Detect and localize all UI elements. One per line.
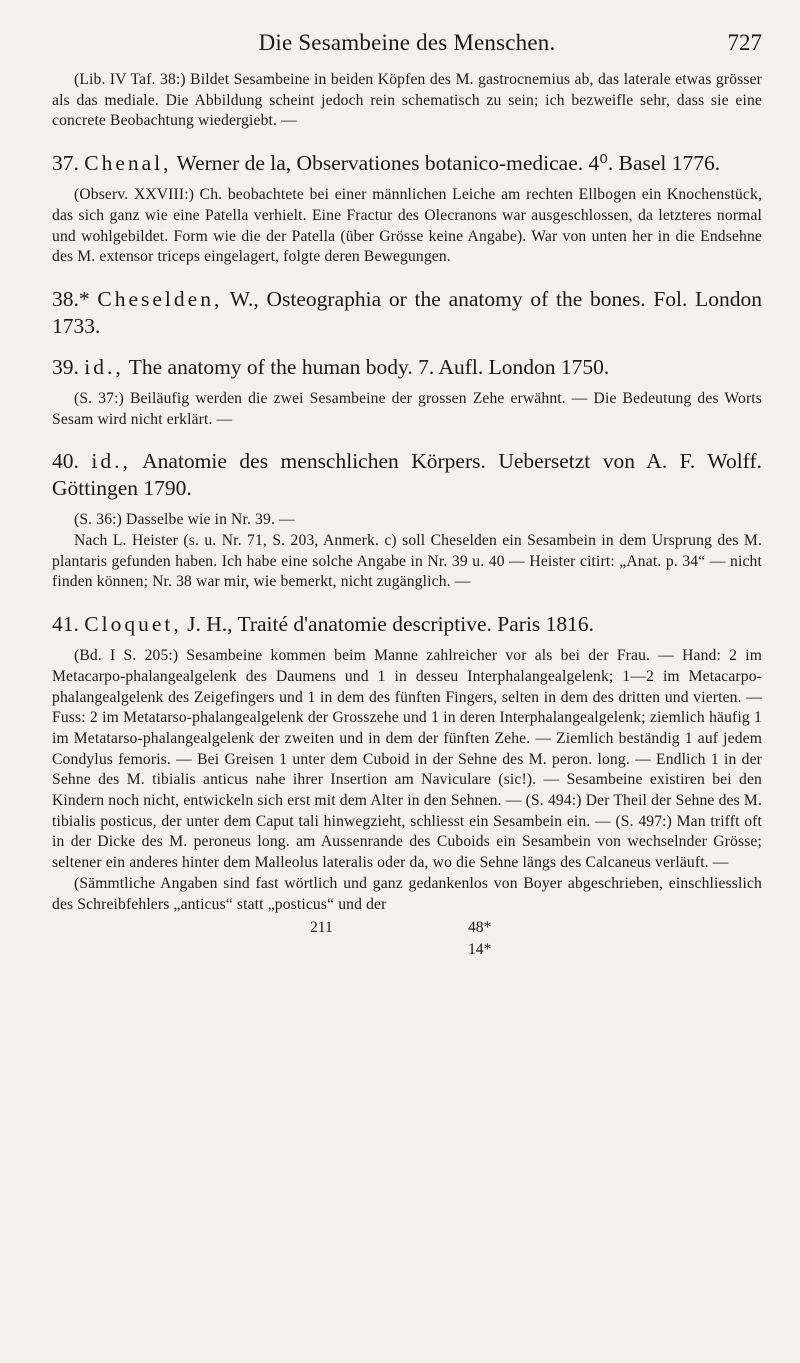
entry-author: Cheselden,	[97, 286, 223, 311]
bibliography-entry-38	[52, 286, 762, 340]
entry-number: 38.*	[52, 286, 90, 311]
entry-citation: The anatomy of the human body. 7. Aufl. London 1750.	[123, 354, 610, 379]
paragraph-s36: (S. 36:) Dasselbe wie in Nr. 39. —	[74, 511, 295, 529]
signature-mark-right: 48*	[468, 919, 492, 937]
bibliography-entry-41	[52, 611, 762, 638]
bibliography-entry-39	[52, 354, 762, 381]
entry-number: 41.	[52, 612, 79, 637]
entry-number: 39.	[52, 354, 79, 379]
paragraph-s37: (S. 37:) Beiläufig werden die zwei Sesambeine der grossen Zehe erwähnt. — Die Bedeutung des Worts Sesam wird nicht erklärt. —	[52, 389, 762, 428]
entry-author: Chenal,	[84, 151, 172, 176]
signature-mark-right-2: 14*	[468, 941, 492, 959]
entry-author: id.,	[91, 449, 131, 474]
entry-number: 40.	[52, 449, 79, 474]
entry-author: id.,	[84, 354, 124, 379]
entry-number: 37.	[52, 151, 79, 176]
signature-footer	[52, 919, 762, 967]
running-head	[52, 30, 762, 64]
entry-citation: W., Osteographia or the anatomy of the bones. Fol. London 1733.	[52, 286, 763, 338]
entry-citation: Anatomie des menschlichen Körpers. Uebersetzt von A. F. Wolff. Göttingen 1790.	[52, 449, 762, 501]
page-number: 727	[727, 30, 762, 55]
entry-citation: J. H., Traité d'anatomie descriptive. Paris 1816.	[181, 612, 595, 637]
page	[52, 30, 762, 967]
paragraph-observ-xxviii: (Observ. XXVIII:) Ch. beobachtete bei einer männlichen Leiche am rechten Ellbogen ein Knochenstück, das sich ganz wie eine Patella verhielt. Eine Fractur des Olecranons war ausgeschlossen, da letzteres normal und wohlgebildet. Form wie die der Patella (über Grösse keine Angabe). War von unten her in die Endsehne des M. extensor triceps eingelagert, folgte deren Bewegungen.	[52, 186, 762, 266]
entry-citation: Werner de la, Observationes botanico-medicae. 4⁰. Basel 1776.	[171, 151, 721, 176]
paragraph-bd-i: (Bd. I S. 205:) Sesambeine kommen beim Manne zahlreicher vor als bei der Frau. — Hand: 2 im Metacarpo-phalangealgelenk des Daumens und 1 in desseu Interphalangealgelenk; 1—2 im Metacarpo-phalangealgelenk des Zeigefingers und 1 in dem des fünften Fingers, selten in dem des dritten und vierten. — Fuss: 2 im Metatarso-phalangealgelenk der Grosszehe und 1 in deren Interphalangealgelenk; ziemlich häufig 1 im Metatarso-phalangealgelenk der zweiten und in dem der fünften Zehe. — Ziemlich beständig 1 auf jedem Condylus femoris. — Bei Greisen 1 unter dem Cuboid in der Sehne des M. peron. long. — Endlich 1 in der Sehne des M. tibialis anticus nahe ihrer Insertion am Naviculare (sic!). — Sesambeine existiren bei den Kindern noch nicht, entwickeln sich erst mit dem Alter in den Sehnen. — (S. 494:) Der Theil der Sehne des M. tibialis posticus, der unter dem Caput tali hinwegzieht, schliesst ein Sesambein ein. — (S. 497:) Man trifft oft in der Dicke des M. peroneus long. am Aussenrande des Cuboids ein Sesambein von wechselnder Grösse; seltener ein anderes hinter dem Malleolus lateralis oder da, wo die Sehne längs des Calcaneus verläuft. —	[52, 647, 762, 872]
entry-author: Cloquet,	[84, 612, 182, 637]
signature-mark-left: 211	[310, 919, 333, 937]
paragraph-saemmtliche: (Sämmtliche Angaben sind fast wörtlich und ganz gedankenlos von Boyer abgeschrieben, einschliesslich des Schreibfehlers „anticus“ statt „posticus“ und der	[52, 874, 762, 913]
running-title: Die Sesambeine des Menschen.	[258, 30, 556, 55]
bibliography-entry-37	[52, 150, 762, 177]
bibliography-entry-40	[52, 448, 762, 502]
paragraph-lib-iv: (Lib. IV Taf. 38:) Bildet Sesambeine in beiden Köpfen des M. gastrocnemius ab, das laterale etwas grösser als das mediale. Die Abbildung scheint jedoch rein schematisch zu sein; ich bezweifle sehr, dass sie eine concrete Beobachtung wiedergiebt. —	[52, 71, 762, 130]
paragraph-heister: Nach L. Heister (s. u. Nr. 71, S. 203, Anmerk. c) soll Cheselden ein Sesambein in dem Ursprung des M. plantaris gefunden haben. Ich habe eine solche Angabe in Nr. 39 u. 40 — Heister citirt: „Anat. p. 34“ — nicht finden können; Nr. 38 war mir, wie bemerkt, nicht zugänglich. —	[52, 532, 762, 591]
